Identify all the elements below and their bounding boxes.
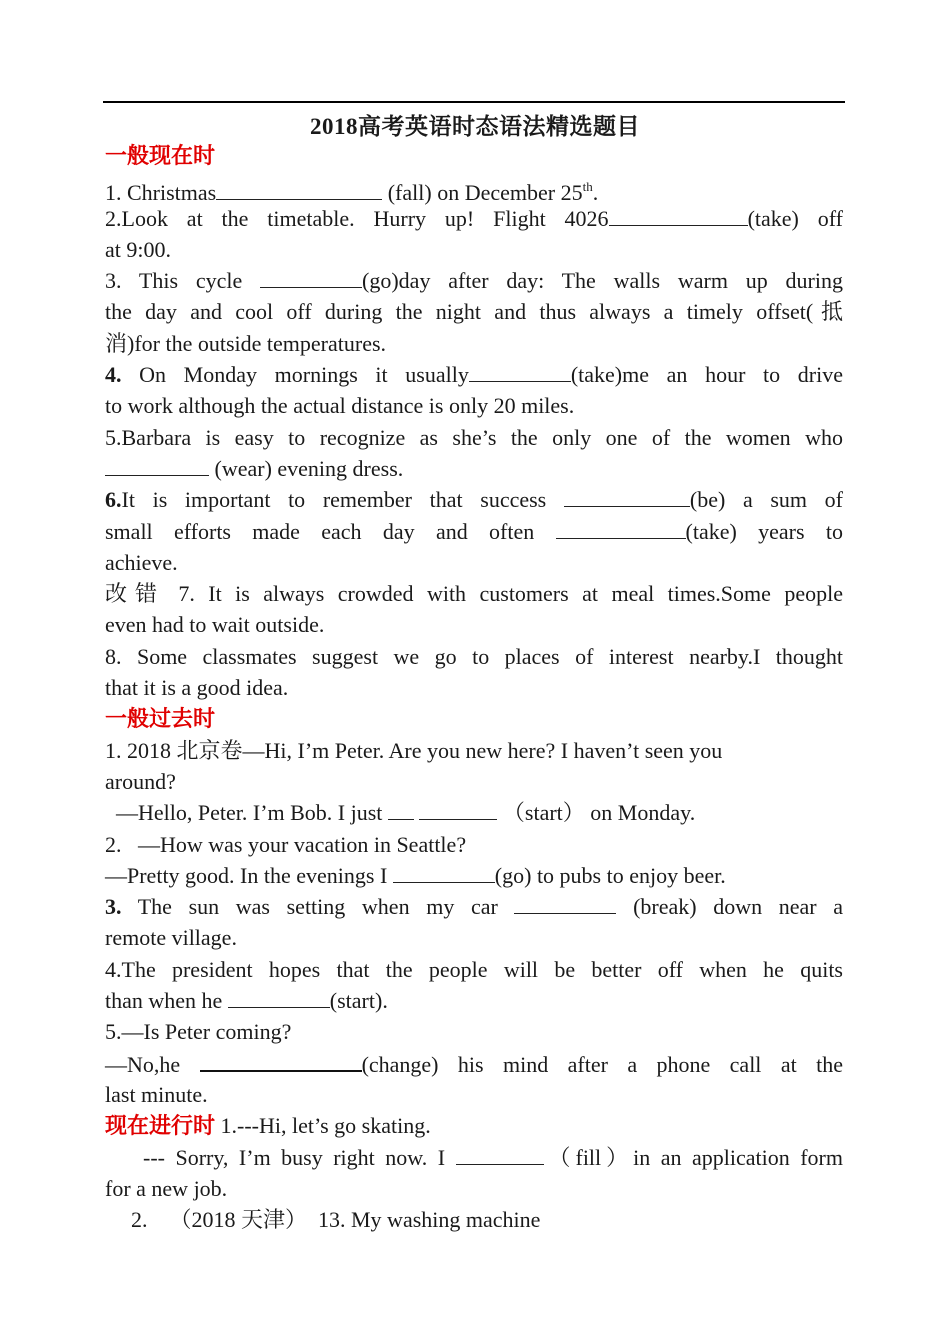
question-line: —No,he (change) his mind after a phone call at the — [105, 1048, 843, 1079]
question-line: for a new job. — [105, 1175, 228, 1201]
question-line: 改错 7. It is always crowded with customers at meal times.Some people — [105, 581, 843, 607]
document-body — [105, 140, 843, 1235]
page-title: 2018高考英语时态语法精选题目 — [310, 114, 640, 139]
answer-blank[interactable] — [556, 516, 686, 539]
question-line: 现在进行时 1.---Hi, let’s go skating. — [105, 1113, 431, 1139]
question-line: than when he (start). — [105, 985, 843, 1016]
answer-blank[interactable] — [388, 797, 414, 820]
answer-blank[interactable] — [216, 177, 382, 200]
answer-blank[interactable] — [514, 891, 616, 914]
question-line: achieve. — [105, 549, 178, 575]
answer-blank[interactable] — [228, 985, 330, 1008]
question-line: 2. —How was your vacation in Seattle? — [105, 831, 467, 857]
answer-blank[interactable] — [564, 484, 690, 507]
answer-blank[interactable] — [200, 1048, 362, 1072]
answer-blank[interactable] — [469, 359, 571, 382]
answer-blank[interactable] — [456, 1142, 544, 1165]
question-line: 3. This cycle (go)day after day: The walls warm up during — [105, 265, 843, 296]
question-line: 3. The sun was setting when my car (break) down near a — [105, 891, 843, 922]
answer-blank[interactable] — [609, 203, 748, 226]
question-line: 5.—Is Peter coming? — [105, 1019, 292, 1045]
question-line: at 9:00. — [105, 236, 171, 262]
question-line: —Hello, Peter. I’m Bob. I just （start） on Monday. — [105, 797, 843, 828]
question-line: --- Sorry, I’m busy right now. I （fill）in an application form — [105, 1142, 843, 1173]
question-line: 2. （2018 天津） 13. My washing machine — [131, 1207, 541, 1233]
question-line: 消)for the outside temperatures. — [105, 330, 387, 356]
question-line: around? — [105, 768, 176, 794]
question-line: (wear) evening dress. — [105, 453, 843, 484]
question-line: 5.Barbara is easy to recognize as she’s the only one of the women who — [105, 424, 843, 450]
answer-blank[interactable] — [105, 453, 209, 476]
answer-blank[interactable] — [260, 265, 362, 288]
question-line: that it is a good idea. — [105, 675, 289, 701]
question-line: to work although the actual distance is only 20 miles. — [105, 393, 575, 419]
question-line: 4. On Monday mornings it usually (take)me an hour to drive — [105, 359, 843, 390]
top-rule — [103, 101, 845, 103]
question-line: 6.It is important to remember that success (be) a sum of — [105, 484, 843, 515]
question-line: 4.The president hopes that the people will be better off when he quits — [105, 956, 843, 982]
question-line: 1. 2018 北京卷—Hi, I’m Peter. Are you new here? I haven’t seen you — [105, 737, 723, 763]
question-line: —Pretty good. In the evenings I (go) to pubs to enjoy beer. — [105, 860, 843, 891]
question-line: 8. Some classmates suggest we go to places of interest nearby.I thought — [105, 643, 843, 669]
question-line: small efforts made each day and often (take) years to — [105, 516, 843, 547]
question-line: 1. Christmas (fall) on December 25th. — [105, 179, 599, 206]
question-line: 2.Look at the timetable. Hurry up! Flight 4026 (take) off — [105, 203, 843, 234]
question-line: even had to wait outside. — [105, 612, 325, 638]
answer-blank[interactable] — [393, 860, 495, 883]
answer-blank[interactable] — [419, 797, 497, 820]
section-heading-present-continuous: 现在进行时 — [105, 1113, 216, 1139]
question-line: the day and cool off during the night and thus always a timely offset(抵 — [105, 299, 843, 325]
section-heading-past-simple: 一般过去时 — [105, 706, 216, 732]
question-line: last minute. — [105, 1081, 208, 1107]
question-line: remote village. — [105, 925, 237, 951]
section-heading-present-simple: 一般现在时 — [105, 143, 216, 168]
